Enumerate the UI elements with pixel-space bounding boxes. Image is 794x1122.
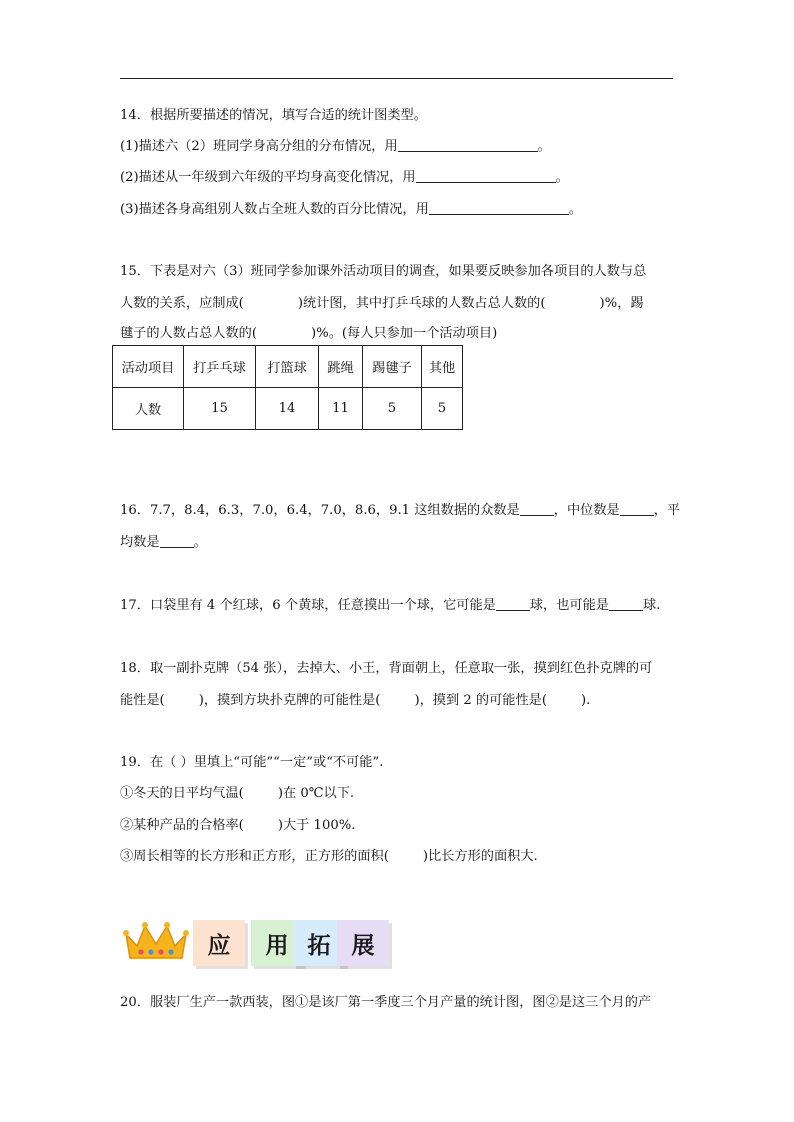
- q17-blank-2[interactable]: [609, 596, 643, 611]
- table-cell: 14: [256, 388, 319, 430]
- q14-item-2: (2)描述从一年级到六年级的平均身高变化情况，用 。: [120, 170, 569, 185]
- q17-blank-1[interactable]: [496, 596, 530, 611]
- q15-line-2: 人数的关系，应制成( )统计图，其中打乒乓球的人数占总人数的( )%，踢: [120, 296, 644, 311]
- q15-line-1: 15．下表是对六（3）班同学参加课外活动项目的调查，如果要反映参加各项目的人数与总: [120, 264, 647, 279]
- table-cell: 5: [422, 388, 463, 430]
- crown-icon: [123, 920, 189, 964]
- table-row: [113, 388, 463, 430]
- section-banner: [123, 920, 393, 970]
- table-cell: 11: [319, 388, 363, 430]
- q16-blank-median[interactable]: [620, 501, 654, 516]
- banner-tile-1: 应: [193, 920, 245, 966]
- table-row-label: 人数: [113, 388, 184, 430]
- q18-line-1: 18．取一副扑克牌（54 张），去掉大、小王，背面朝上，任意取一张，摸到红色扑克牌的可: [120, 661, 653, 676]
- activity-table: [112, 345, 463, 430]
- q14-blank-2[interactable]: [416, 168, 556, 183]
- q14-item-1: (1)描述六（2）班同学身高分组的分布情况，用 。: [120, 139, 551, 154]
- q14-title: 14．根据所要描述的情况，填写合适的统计图类型。: [120, 108, 427, 123]
- banner-tile-3: 拓: [293, 920, 345, 966]
- table-header-cell: 跳绳: [319, 346, 363, 388]
- q16-blank-mean[interactable]: [160, 533, 194, 548]
- banner-tile-4: 展: [337, 920, 389, 966]
- q16-line-1: 16．7.7，8.4，6.3，7.0，6.4，7.0，8.6，9.1 这组数据的众数是 ，中位数是 ，平: [120, 503, 681, 518]
- table-cell: 15: [184, 388, 256, 430]
- table-cell: 5: [363, 388, 422, 430]
- table-header-cell: 活动项目: [113, 346, 184, 388]
- q19-item-1: ①冬天的日平均气温( )在 0℃以下.: [120, 786, 355, 801]
- table-header-cell: 打乒乓球: [184, 346, 256, 388]
- q17-line: 17．口袋里有 4 个红球，6 个黄球，任意摸出一个球，它可能是 球，也可能是 球.: [120, 598, 661, 613]
- q16-blank-mode[interactable]: [520, 501, 554, 516]
- table-header-cell: 打篮球: [256, 346, 319, 388]
- q19-item-3: ③周长相等的长方形和正方形，正方形的面积( )比长方形的面积大.: [120, 849, 538, 864]
- table-header-cell: 其他: [422, 346, 463, 388]
- q15-line-3: 毽子的人数占总人数的( )%。(每人只参加一个活动项目): [120, 326, 498, 341]
- q19-item-2: ②某种产品的合格率( )大于 100%.: [120, 818, 356, 833]
- q20-line-1: 20．服装厂生产一款西装，图①是该厂第一季度三个月产量的统计图，图②是这三个月的产: [120, 995, 652, 1010]
- table-header-row: [113, 346, 463, 388]
- q14-blank-3[interactable]: [429, 200, 569, 215]
- q14-blank-1[interactable]: [398, 137, 538, 152]
- header-rule: [120, 78, 673, 79]
- q19-title: 19．在（ ）里填上“可能”“一定”或“不可能”.: [120, 755, 384, 770]
- banner-tile-2: 用: [251, 920, 303, 966]
- q16-line-2: 均数是 。: [120, 535, 207, 550]
- q14-item-3: (3)描述各身高组别人数占全班人数的百分比情况，用 。: [120, 202, 582, 217]
- q18-line-2: 能性是( )，摸到方块扑克牌的可能性是( )，摸到 2 的可能性是( ).: [120, 693, 591, 708]
- table-header-cell: 踢毽子: [363, 346, 422, 388]
